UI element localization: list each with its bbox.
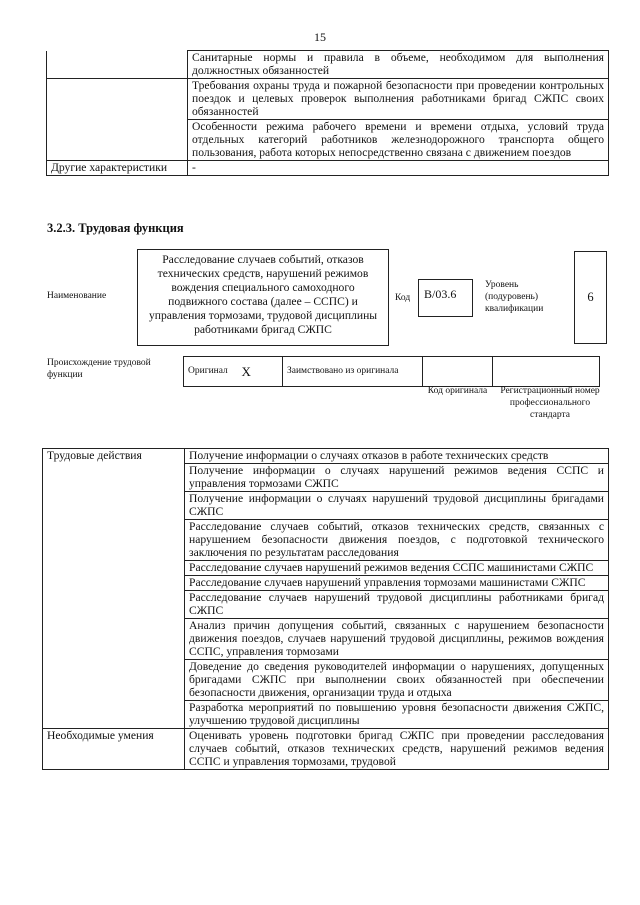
original-label: Оригинал — [184, 357, 238, 387]
table-row — [47, 161, 609, 176]
labor-action-item: Получение информации о случаях нарушений режимов ведения ССПС и управления тормозами СЖПС — [185, 464, 609, 492]
row-text: Санитарные нормы и правила в объеме, необходимом для выполнения должностных обязанностей — [188, 51, 609, 79]
table-row — [43, 449, 609, 464]
top-table — [46, 50, 609, 176]
labor-action-item: Расследование случаев нарушений трудовой дисциплины работниками бригад СЖПС — [185, 591, 609, 619]
level-label: Уровень (подуровень) квалификации — [485, 280, 544, 314]
skills-label: Необходимые умения — [43, 729, 185, 770]
registration-caption: Регистрационный номер профессионального стандарта — [500, 386, 600, 420]
code-caption: Код оригинала — [427, 386, 488, 396]
row-label: Другие характеристики — [47, 161, 188, 176]
labor-action-item: Получение информации о случаях отказов в работе технических средств — [185, 449, 609, 464]
original-code-cell — [423, 357, 493, 387]
labor-action-item: Разработка мероприятий по повышению уровня безопасности движения СЖПС, улучшению трудовой дисциплины — [185, 701, 609, 729]
labor-action-item: Получение информации о случаях нарушений трудовой дисциплины бригадами СЖПС — [185, 492, 609, 520]
level-value-box: 6 — [574, 251, 607, 344]
original-mark: X — [238, 357, 283, 387]
function-code-box: B/03.6 — [418, 279, 473, 317]
section-heading: 3.2.3. Трудовая функция — [47, 221, 184, 235]
table-row — [47, 79, 609, 120]
origin-table — [183, 356, 600, 387]
row-label — [47, 79, 188, 120]
table-row — [47, 51, 609, 79]
labor-action-item: Расследование случаев событий, отказов технических средств, связанных с нарушением безопасности движения поездов, с подготовкой технического заключения по результатам расследования — [185, 520, 609, 561]
code-label: Код — [395, 293, 411, 303]
row-text: Особенности режима рабочего времени и времени отдыха, условий труда отдельных категорий работников железнодорожного транспорта общего пользования, работа которых непосредственно связана с движением поездов — [188, 120, 609, 161]
labor-action-item: Доведение до сведения руководителей информации о нарушениях, допущенных бригадами СЖПС при выполнении своих обязанностей при обеспечении безопасности движения, организации труда и отдыха — [185, 660, 609, 701]
origin-label: Происхождение трудовой функции — [47, 358, 151, 380]
table-row — [43, 729, 609, 770]
main-table — [42, 448, 609, 770]
name-label: Наименование — [47, 291, 107, 301]
table-row — [47, 120, 609, 161]
labor-action-item: Анализ причин допущения событий, связанных с нарушением безопасности движения поездов, случаев нарушений трудовой дисциплины, режимов вождения ССПС, управления тормозами — [185, 619, 609, 660]
row-text: Требования охраны труда и пожарной безопасности при проведении контрольных поездок и целевых проверок выполнения работниками бригад СЖПС своих обязанностей — [188, 79, 609, 120]
row-label — [47, 51, 188, 79]
row-text: - — [188, 161, 609, 176]
borrowed-label: Заимствовано из оригинала — [283, 357, 423, 387]
labor-actions-label: Трудовые действия — [43, 449, 185, 729]
row-label — [47, 120, 188, 161]
labor-action-item: Расследование случаев нарушений управления тормозами машинистами СЖПС — [185, 576, 609, 591]
registration-number-cell — [493, 357, 600, 387]
function-name-box: Расследование случаев событий, отказов технических средств, нарушений режимов вождения специального самоходного подвижного состава (далее – ССПС) и управления тормозами, трудовой дисциплины работниками бригад СЖПС — [137, 249, 389, 346]
labor-action-item: Расследование случаев нарушений режимов ведения ССПС машинистами СЖПС — [185, 561, 609, 576]
skill-item: Оценивать уровень подготовки бригад СЖПС при проведении расследования случаев событий, отказов технических средств, нарушений режимов ведения ССПС и управления тормозами, трудовой — [185, 729, 609, 770]
page-number: 15 — [314, 30, 326, 44]
